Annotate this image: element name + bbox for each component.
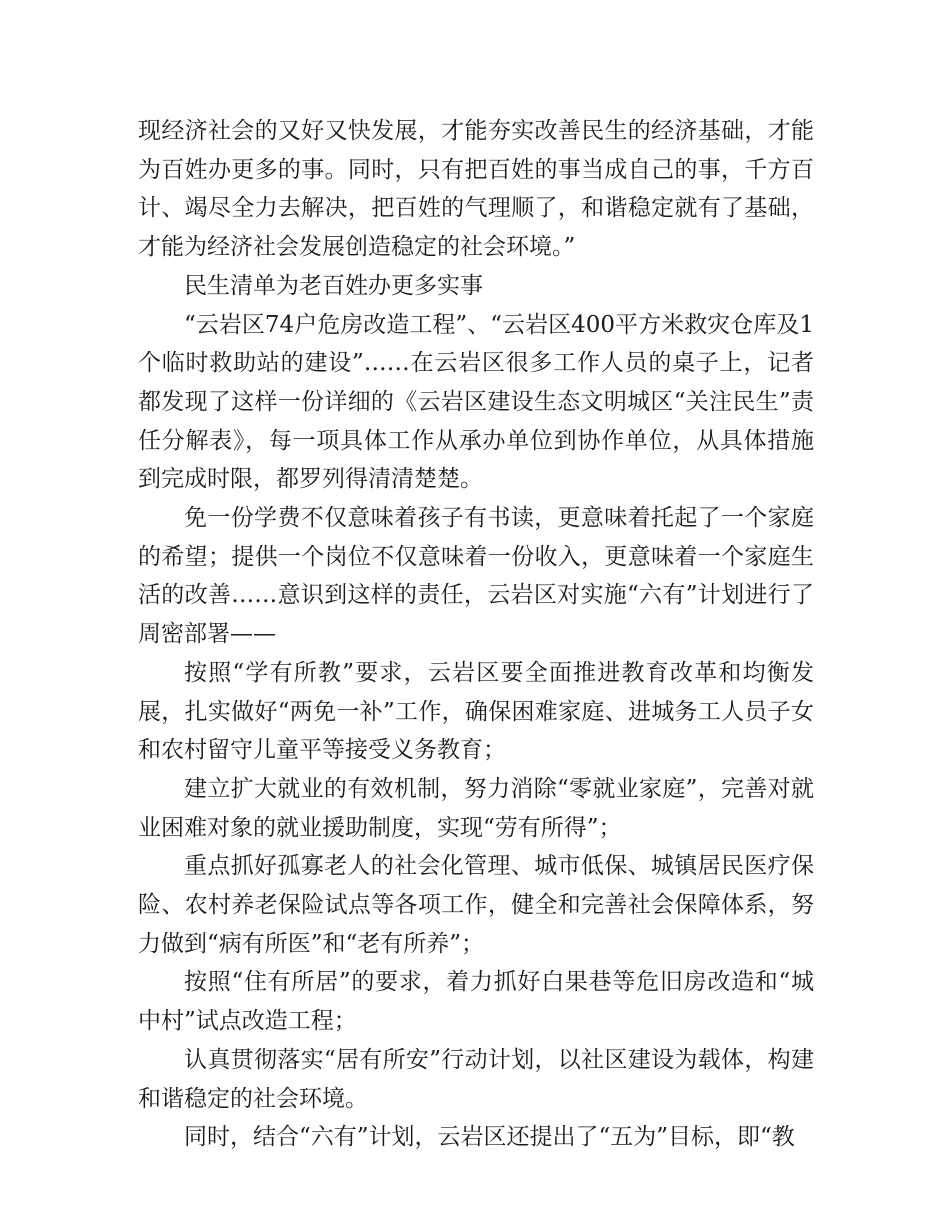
section-heading: 民生清单为老百姓办更多实事 [184, 272, 483, 299]
paragraph: 免一份学费不仅意味着孩子有书读，更意味着托起了一个家庭的希望；提供一个岗位不仅意味着一份收入，更意味着一个家庭生活的改善……意识到这样的责任，云岩区对实施“六有”计划进行了周密部署—— [138, 505, 814, 648]
paragraph-continued: 现经济社会的又好又快发展，才能夯实改善民生的经济基础，才能为百姓办更多的事。同时，只有把百姓的事当成自己的事，千方百计、竭尽全力去解决，把百姓的气理顺了，和谐稳定就有了基础，才能为经济社会发展创造稳定的社会环境。” [138, 118, 814, 261]
paragraph: 重点抓好孤寡老人的社会化管理、城市低保、城镇居民医疗保险、农村养老保险试点等各项工作，健全和完善社会保障体系，努力做到“病有所医”和“老有所养”； [138, 853, 814, 957]
paragraph: “云岩区74户危房改造工程”、“云岩区400平方米救灾仓库及1个临时救助站的建设”……在云岩区很多工作人员的桌子上，记者都发现了这样一份详细的《云岩区建设生态文明城区“关注民生”责任分解表》，每一项具体工作从承办单位到协作单位，从具体措施到完成时限，都罗列得清清楚楚。 [138, 311, 814, 493]
paragraph: 建立扩大就业的有效机制，努力消除“零就业家庭”，完善对就业困难对象的就业援助制度，实现“劳有所得”； [138, 775, 814, 841]
paragraph: 按照“学有所教”要求，云岩区要全面推进教育改革和均衡发展，扎实做好“两免一补”工作，确保困难家庭、进城务工人员子女和农村留守儿童平等接受义务教育； [138, 659, 814, 764]
paragraph: 按照“住有所居”的要求，着力抓好白果巷等危旧房改造和“城中村”试点改造工程； [138, 969, 814, 1035]
document-body [138, 112, 814, 1157]
paragraph: 同时，结合“六有”计划，云岩区还提出了“五为”目标，即“教 [184, 1124, 795, 1151]
paragraph: 认真贯彻落实“居有所安”行动计划，以社区建设为载体，构建和谐稳定的社会环境。 [138, 1046, 814, 1112]
